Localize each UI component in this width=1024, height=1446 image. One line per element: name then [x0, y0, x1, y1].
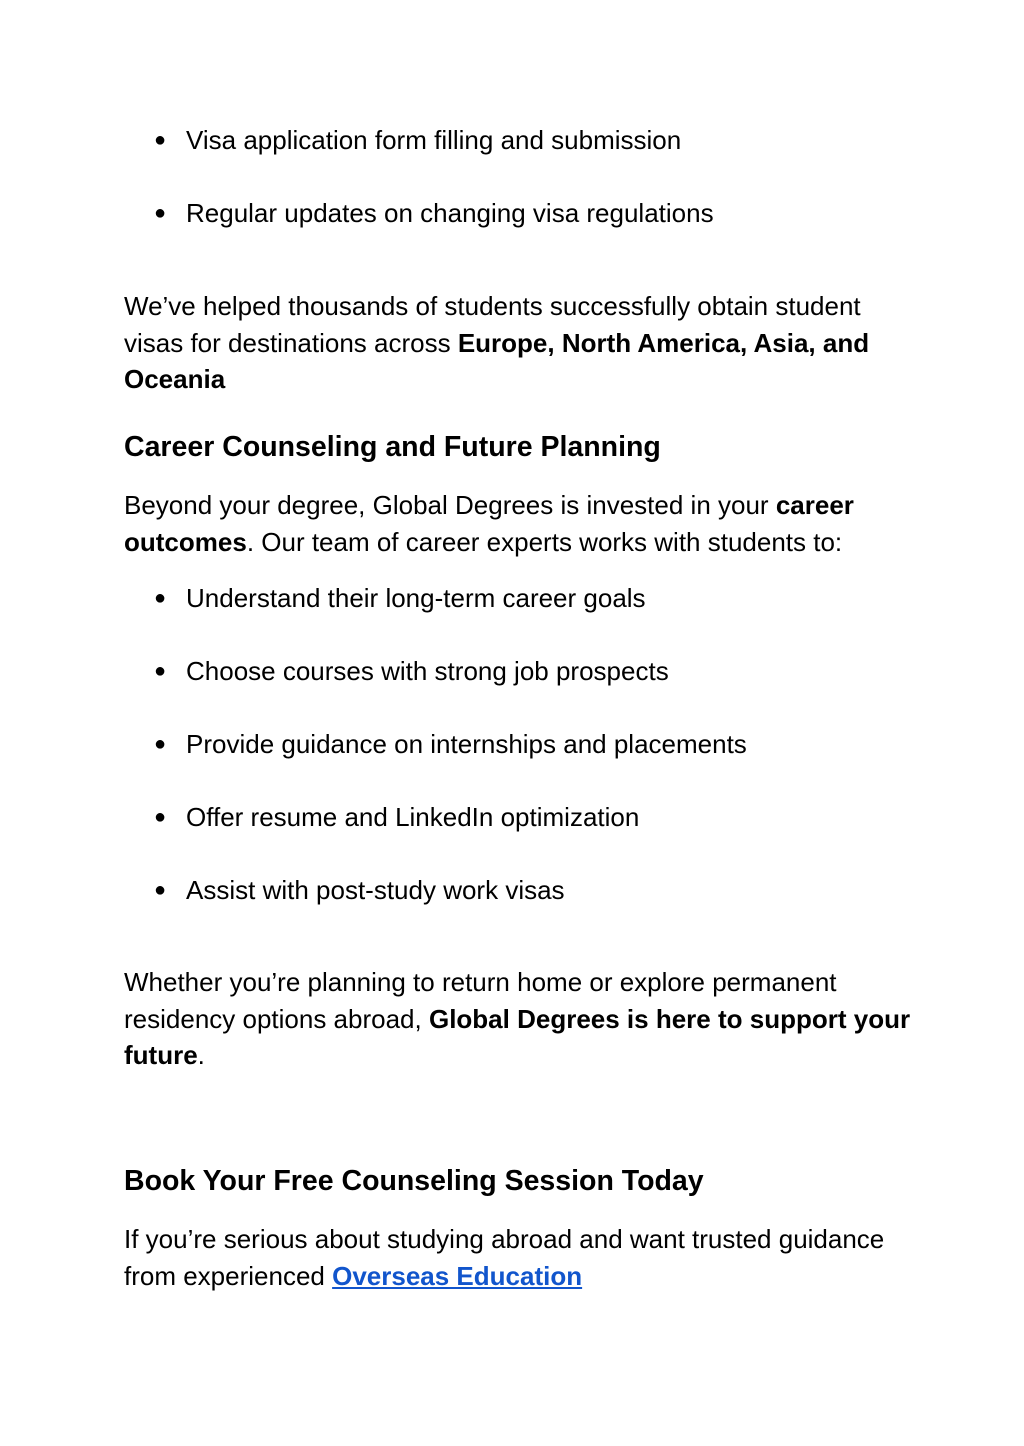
overseas-education-link[interactable]: Overseas Education	[332, 1260, 583, 1291]
bullet-icon: ●	[154, 587, 167, 609]
bullet-icon: ●	[154, 202, 167, 224]
bullet-icon: ●	[154, 879, 167, 901]
paragraph-text: Beyond your degree, Global Degrees is invested in your	[124, 490, 776, 520]
bullet-icon: ●	[154, 733, 167, 755]
career-closing-paragraph	[124, 964, 914, 1074]
bullet-icon: ●	[154, 660, 167, 682]
list-item	[154, 872, 747, 908]
support-future-emphasis: Global Degrees is here to support your future	[124, 1003, 911, 1070]
list-item-text: Visa application form filling and submission	[186, 125, 682, 155]
career-intro-paragraph	[124, 487, 914, 560]
paragraph-text: If you’re serious about studying abroad and want trusted guidance from experienced	[124, 1224, 885, 1291]
booking-section-heading: Book Your Free Counseling Session Today	[124, 1165, 704, 1197]
career-outcomes-emphasis: career outcomes	[124, 490, 854, 557]
list-item	[154, 799, 747, 835]
paragraph-text: We’ve helped thousands of students successfully obtain student visas for destinations across	[124, 291, 861, 358]
list-item-text: Assist with post-study work visas	[186, 875, 565, 905]
visa-services-list	[154, 122, 714, 231]
destinations-emphasis: Europe, North America, Asia, and Oceania	[124, 327, 870, 394]
paragraph-text: Whether you’re planning to return home or explore permanent residency options abroad,	[124, 967, 837, 1034]
list-item	[154, 122, 714, 158]
booking-paragraph	[124, 1221, 914, 1294]
list-item-text: Regular updates on changing visa regulations	[186, 198, 714, 228]
list-item-text: Choose courses with strong job prospects	[186, 656, 669, 686]
list-item-text: Understand their long-term career goals	[186, 583, 646, 613]
paragraph-text: . Our team of career experts works with students to:	[246, 526, 843, 557]
career-services-list	[154, 580, 747, 908]
career-section-heading: Career Counseling and Future Planning	[124, 431, 661, 463]
list-item	[154, 580, 747, 616]
list-item	[154, 726, 747, 762]
bullet-icon: ●	[154, 806, 167, 828]
list-item	[154, 195, 714, 231]
paragraph-text: .	[197, 1040, 205, 1070]
list-item-text: Offer resume and LinkedIn optimization	[186, 802, 640, 832]
list-item	[154, 653, 747, 689]
visa-success-paragraph	[124, 288, 914, 398]
bullet-icon: ●	[154, 129, 167, 151]
list-item-text: Provide guidance on internships and placements	[186, 729, 747, 759]
